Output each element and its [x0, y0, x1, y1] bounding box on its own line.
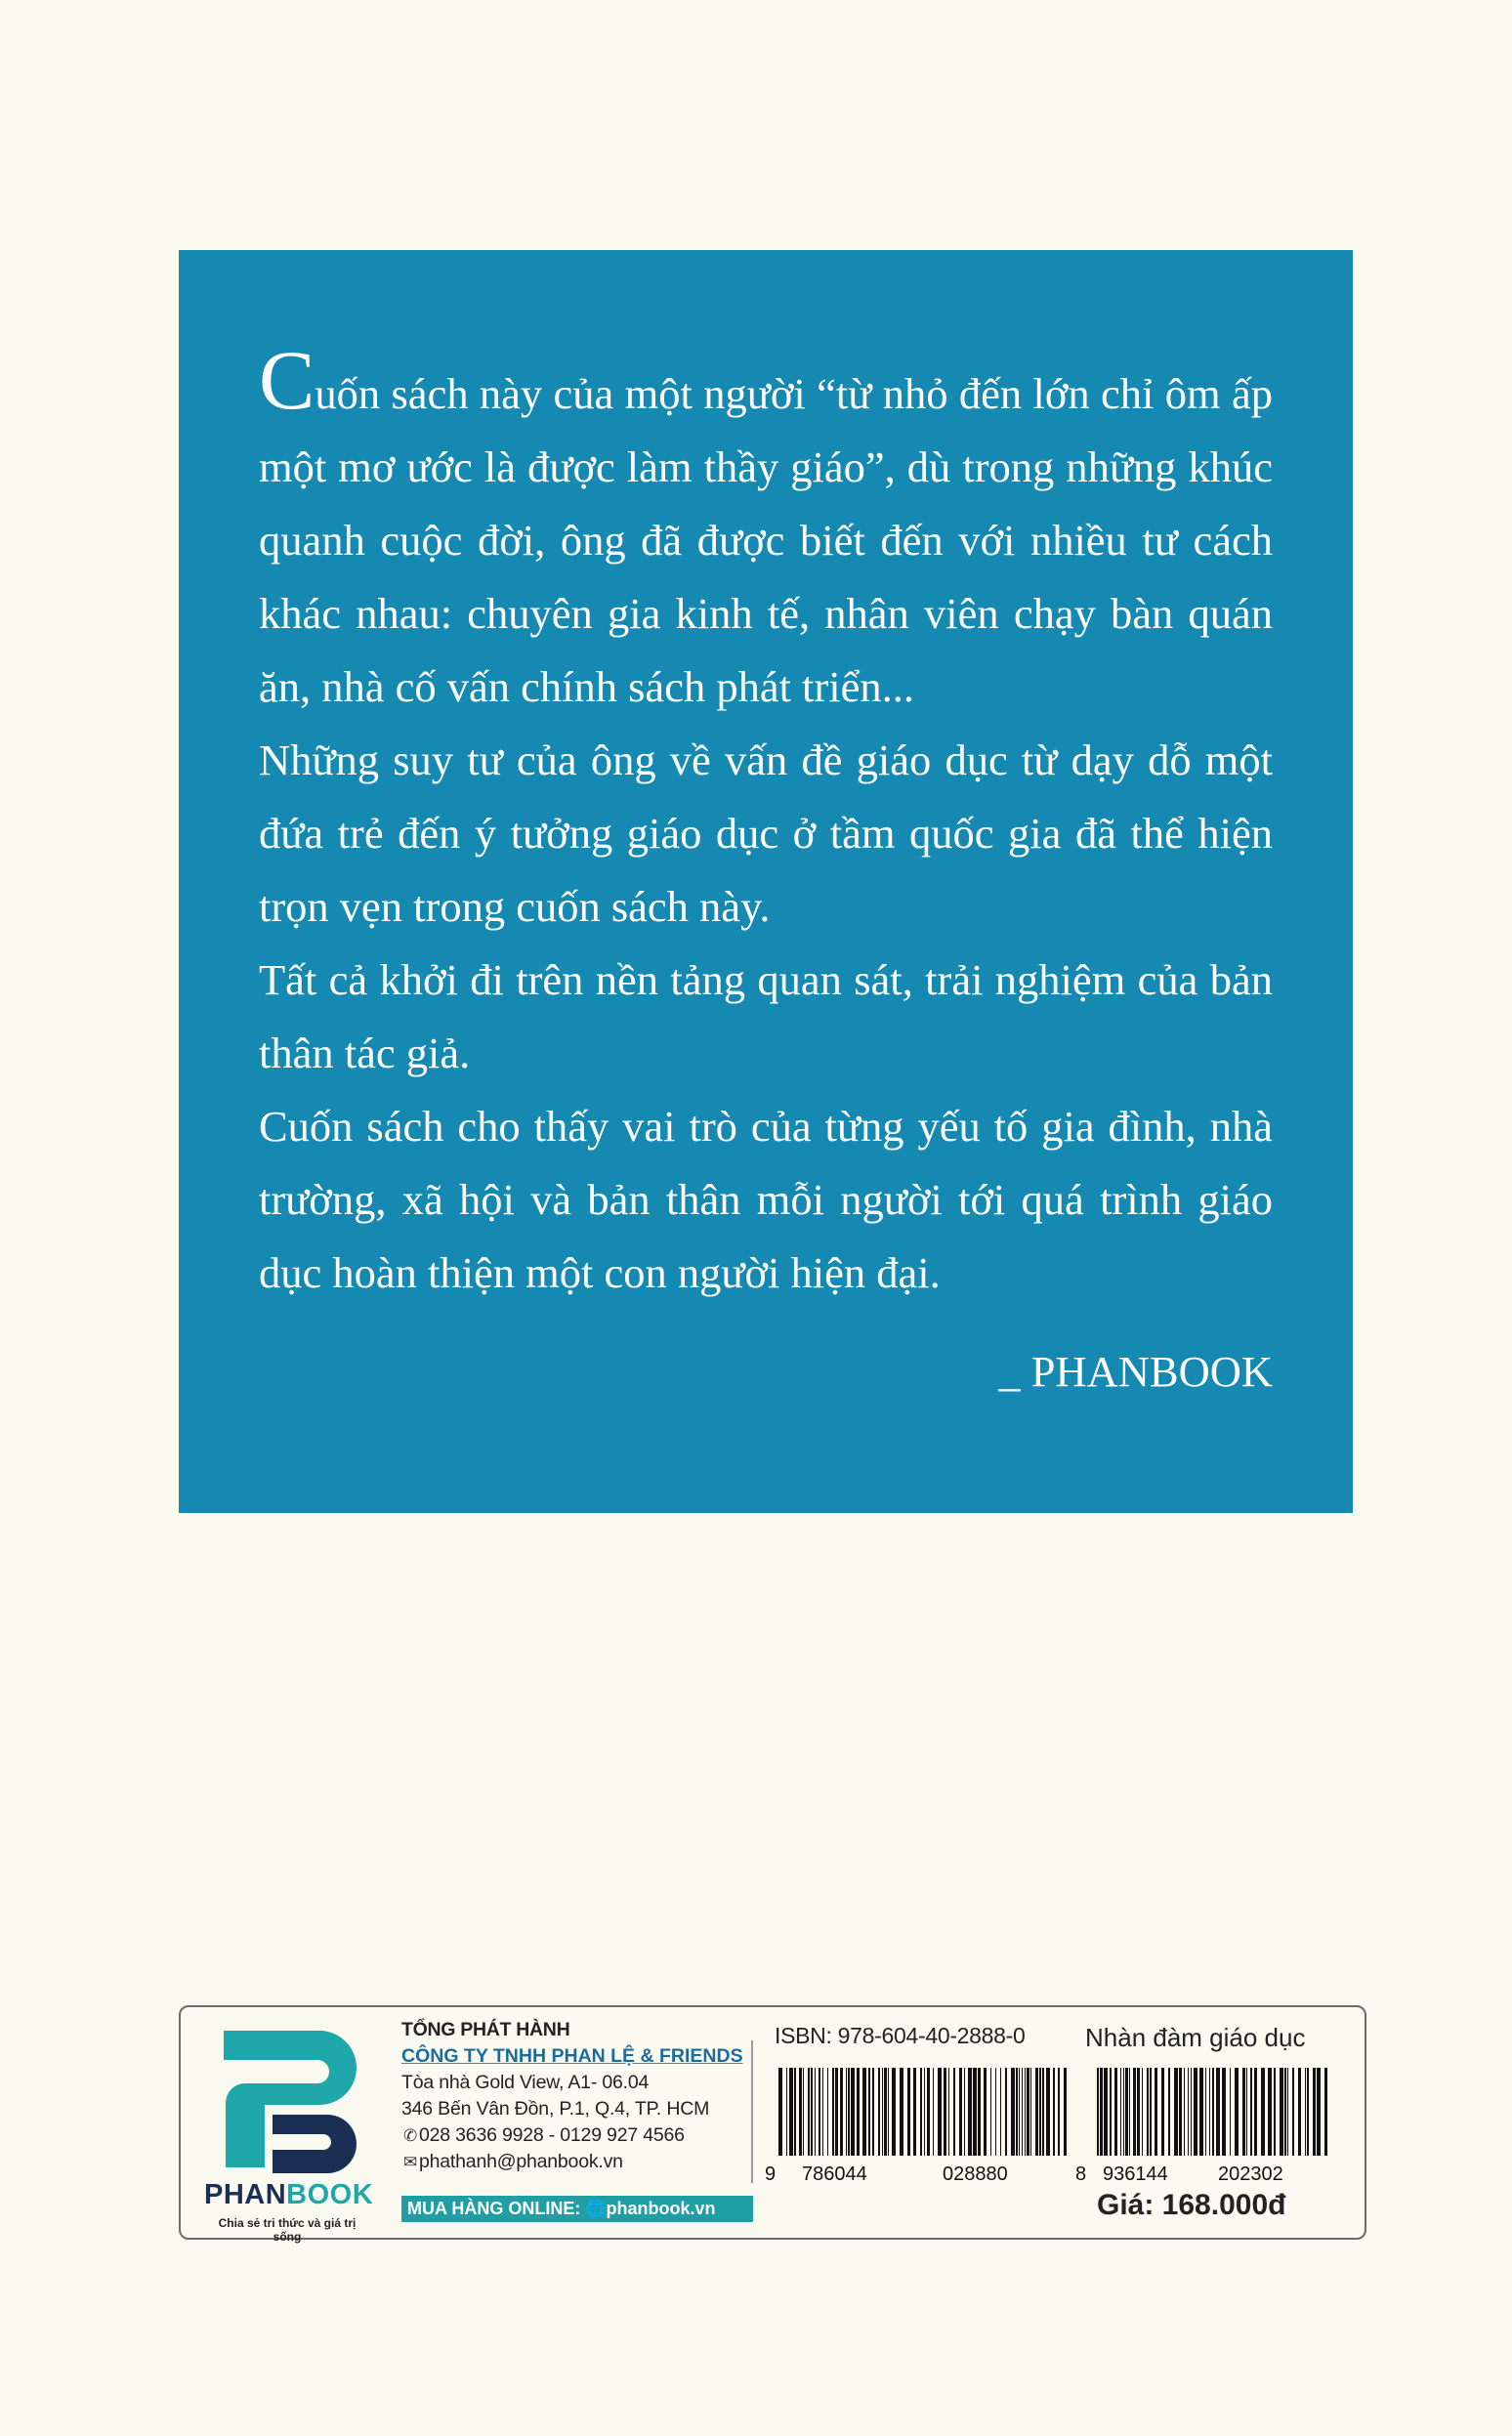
- barcode-bar: [1313, 2068, 1316, 2156]
- logo-wordmark: [204, 2179, 374, 2211]
- barcode-bar: [808, 2068, 810, 2156]
- barcode-bar: [1179, 2068, 1182, 2156]
- barcode-bar: [848, 2068, 850, 2156]
- barcode-bar: [1016, 2068, 1018, 2156]
- phanbook-logo-icon: [204, 2021, 370, 2177]
- mail-icon: ✉: [402, 2153, 418, 2171]
- barcode-bar: [803, 2068, 804, 2156]
- barcode-bar: [995, 2068, 996, 2156]
- barcode-bar: [811, 2068, 813, 2156]
- barcode-bar: [1161, 2068, 1164, 2156]
- barcode-bar: [1222, 2068, 1226, 2156]
- barcode-bar: [1137, 2068, 1140, 2156]
- barcode-bar: [1100, 2068, 1103, 2156]
- barcode-bar: [1120, 2068, 1121, 2156]
- barcode-bar: [1035, 2068, 1038, 2156]
- barcode-bar: [851, 2068, 855, 2156]
- barcode-bar: [1022, 2068, 1023, 2156]
- phone-line: [401, 2122, 763, 2149]
- barcode-bar: [1125, 2068, 1128, 2156]
- phone-icon: ✆: [402, 2126, 418, 2145]
- barcode-bar: [1039, 2068, 1041, 2156]
- barcode-bar: [913, 2068, 916, 2156]
- barcode-bar: [1005, 2068, 1007, 2156]
- publisher-info-box: [179, 2005, 1366, 2244]
- barcode-bar: [948, 2068, 949, 2156]
- isbn-barcode-digits-right: 028880: [943, 2163, 1008, 2185]
- barcode-bar: [1011, 2068, 1015, 2156]
- barcode-bar: [1307, 2068, 1309, 2156]
- barcode-bar: [1274, 2068, 1276, 2156]
- barcode-bar: [1317, 2068, 1321, 2156]
- barcode-bar: [1287, 2068, 1288, 2156]
- barcode-bar: [944, 2068, 946, 2156]
- barcode-bar: [884, 2068, 887, 2156]
- barcode-bar: [1242, 2068, 1245, 2156]
- price-barcode: [1097, 2068, 1331, 2156]
- barcode-bar: [1324, 2068, 1327, 2156]
- barcode-bar: [1097, 2068, 1099, 2156]
- barcode-bar: [1025, 2068, 1026, 2156]
- price-barcode-digits-right: 202302: [1218, 2163, 1283, 2185]
- barcode-bar: [953, 2068, 955, 2156]
- barcode-bar: [1155, 2068, 1157, 2156]
- barcode-bar: [1168, 2068, 1170, 2156]
- isbn-barcode-lead-digit: 9: [765, 2163, 777, 2185]
- barcode-bar: [900, 2068, 903, 2156]
- company-name: CÔNG TY TNHH PHAN LỆ & FRIENDS: [401, 2045, 743, 2067]
- barcode-bar: [938, 2068, 942, 2156]
- barcode-bar: [1261, 2068, 1265, 2156]
- barcode-bar: [1298, 2068, 1301, 2156]
- barcode-bar: [1150, 2068, 1152, 2156]
- barcode-bar: [789, 2068, 793, 2156]
- barcode-bar: [1147, 2068, 1149, 2156]
- blurb-paragraph-3: Tất cả khởi đi trên nền tảng quan sát, trải nghiệm của bản thân tác giả.: [259, 955, 1273, 1077]
- barcode-bar: [927, 2068, 930, 2156]
- isbn-barcode-digits-left: 786044: [802, 2163, 867, 2185]
- barcode-bar: [794, 2068, 796, 2156]
- barcode-bar: [964, 2068, 965, 2156]
- barcode-bar: [1209, 2068, 1210, 2156]
- barcode-bar: [1235, 2068, 1239, 2156]
- barcode-bar: [827, 2068, 828, 2156]
- barcode-bar: [978, 2068, 981, 2156]
- barcode-bar: [1000, 2068, 1001, 2156]
- email-address: phathanh@phanbook.vn: [419, 2151, 623, 2172]
- barcode-bar: [920, 2068, 922, 2156]
- logo-wordmark-book: BOOK: [286, 2179, 374, 2210]
- barcode-bar: [835, 2068, 838, 2156]
- barcode-bar: [1184, 2068, 1185, 2156]
- barcode-bar: [799, 2068, 802, 2156]
- blurb-paragraph-2: Những suy tư của ông về vấn đề giáo dục từ dạy dỗ một đứa trẻ đến ý tưởng giáo dục ở tầm quốc gia đã thể hiện trọn vẹn trong cuốn sách này.: [259, 735, 1273, 931]
- barcode-bar: [1064, 2068, 1067, 2156]
- barcode-bar: [1019, 2068, 1020, 2156]
- price-barcode-lead-digit: 8: [1075, 2163, 1087, 2185]
- barcode-bar: [1268, 2068, 1272, 2156]
- barcode-bar: [1199, 2068, 1203, 2156]
- blurb-paragraph-1: Cuốn sách này của một người “từ nhỏ đến lớn chỉ ôm ấp một mơ ước là được làm thầy giáo”, dù trong những khúc quanh cuộc đời, ông đã được biết đến với nhiều tư cách khác nhau: chuyên gia kinh tế, nhân viên chạy bàn quán ăn, nhà cố vấn chính sách phát triển...: [259, 333, 1273, 711]
- barcode-bar: [1042, 2068, 1044, 2156]
- barcode-bar: [888, 2068, 889, 2156]
- barcode-bar: [1058, 2068, 1060, 2156]
- barcode-bar: [924, 2068, 925, 2156]
- distributor-header: TỔNG PHÁT HÀNH: [401, 2019, 570, 2040]
- logo-tagline: Chia sẻ tri thức và giá trị sống: [218, 2216, 357, 2244]
- barcode-bar: [1250, 2068, 1252, 2156]
- barcode-bar: [778, 2068, 782, 2156]
- blurb-paragraph-4: Cuốn sách cho thấy vai trò của từng yếu tố gia đình, nhà trường, xã hội và bản thân mỗi người tới quá trình giáo dục hoàn thiện một con người hiện đại.: [259, 1102, 1273, 1297]
- barcode-bar: [840, 2068, 843, 2156]
- barcode-bar: [1194, 2068, 1197, 2156]
- barcode-bar: [1142, 2068, 1143, 2156]
- barcode-bar: [786, 2068, 787, 2156]
- barcode-bar: [832, 2068, 834, 2156]
- publisher-details: [401, 2017, 763, 2175]
- price-barcode-digits-left: 936144: [1103, 2163, 1168, 2185]
- price-label: Giá: 168.000đ: [1097, 2189, 1286, 2221]
- barcode-bar: [1212, 2068, 1214, 2156]
- barcode-bar: [892, 2068, 896, 2156]
- blurb-signature: _ PHANBOOK: [998, 1347, 1273, 1396]
- barcode-bar: [1280, 2068, 1283, 2156]
- shop-website: phanbook.vn: [606, 2199, 716, 2218]
- barcode-bar: [1123, 2068, 1124, 2156]
- barcode-bar: [959, 2068, 962, 2156]
- barcode-bar: [846, 2068, 847, 2156]
- barcode-bar: [1174, 2068, 1178, 2156]
- isbn-label: ISBN: 978-604-40-2888-0: [775, 2023, 1026, 2048]
- barcode-bar: [1027, 2068, 1029, 2156]
- barcode-bar: [1053, 2068, 1055, 2156]
- barcode-bar: [882, 2068, 883, 2156]
- globe-icon: 🌐: [585, 2200, 607, 2218]
- vertical-divider: [751, 2040, 753, 2183]
- barcode-bar: [907, 2068, 910, 2156]
- barcode-bar: [1205, 2068, 1206, 2156]
- logo-wordmark-phan: PHAN: [204, 2179, 287, 2210]
- barcode-bar: [1246, 2068, 1247, 2156]
- phanbook-logo: [204, 2021, 374, 2244]
- barcode-bar: [857, 2068, 860, 2156]
- barcode-bar: [815, 2068, 816, 2156]
- barcode-bar: [968, 2068, 972, 2156]
- barcode-bar: [990, 2068, 991, 2156]
- barcode-bar: [1216, 2068, 1220, 2156]
- barcode-bar: [1030, 2068, 1031, 2156]
- barcode-bar: [1191, 2068, 1192, 2156]
- barcode-bar: [1188, 2068, 1189, 2156]
- phone-number: 028 3636 9928 - 0129 927 4566: [419, 2124, 685, 2146]
- barcode-bar: [933, 2068, 934, 2156]
- barcode-bar: [819, 2068, 820, 2156]
- barcode-bar: [1104, 2068, 1108, 2156]
- barcode-bar: [878, 2068, 880, 2156]
- barcode-bar: [973, 2068, 977, 2156]
- online-shop-banner: [401, 2196, 753, 2222]
- barcode-bar: [822, 2068, 823, 2156]
- barcode-bar: [1254, 2068, 1257, 2156]
- barcode-bar: [872, 2068, 874, 2156]
- address-line-1: Tòa nhà Gold View, A1- 06.04: [401, 2072, 650, 2093]
- barcode-bar: [1133, 2068, 1136, 2156]
- book-title: Nhàn đàm giáo dục: [1085, 2023, 1306, 2052]
- barcode-bar: [1284, 2068, 1286, 2156]
- shop-label: MUA HÀNG ONLINE:: [407, 2199, 581, 2218]
- address-line-2: 346 Bến Vân Đồn, P.1, Q.4, TP. HCM: [401, 2098, 710, 2120]
- isbn-barcode: [778, 2068, 1071, 2156]
- barcode-bar: [1292, 2068, 1294, 2156]
- barcode-bar: [984, 2068, 987, 2156]
- barcode-bar: [868, 2068, 870, 2156]
- barcode-bar: [1129, 2068, 1130, 2156]
- barcode-bar: [1046, 2068, 1050, 2156]
- barcode-bar: [862, 2068, 866, 2156]
- barcode-bar: [1114, 2068, 1117, 2156]
- barcode-bar: [1305, 2068, 1306, 2156]
- email-line: [401, 2149, 763, 2175]
- book-blurb-panel: [179, 250, 1353, 1513]
- barcode-bar: [1110, 2068, 1112, 2156]
- barcode-bar: [1230, 2068, 1231, 2156]
